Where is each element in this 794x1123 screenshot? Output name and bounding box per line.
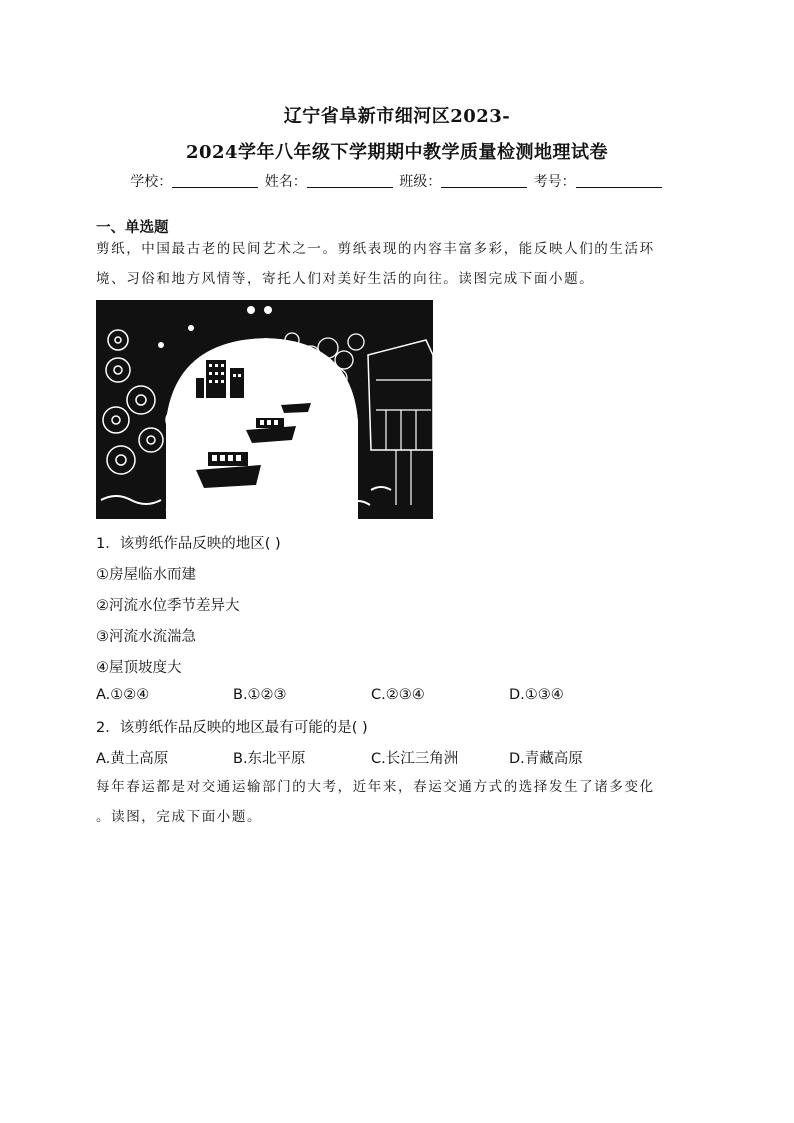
question-1-item-3: ③河流水流湍急 [96, 629, 196, 645]
school-label: 学校： [130, 174, 173, 190]
name-blank[interactable] [307, 173, 393, 188]
intro-1-line-1: 剪纸，中国最古老的民间艺术之一。剪纸表现的内容丰富多彩，能反映人们的生活环 [96, 241, 655, 257]
question-2-stem: 2．该剪纸作品反映的地区最有可能的是( ) [96, 720, 368, 736]
question-1-option-d[interactable]: D.①③④ [509, 687, 564, 703]
question-2-option-c[interactable]: C.长江三角洲 [371, 751, 459, 767]
name-label: 姓名： [264, 174, 307, 190]
exam-number-blank[interactable] [576, 173, 662, 188]
intro-paragraph-2 [96, 772, 700, 832]
intro-paragraph-1 [96, 234, 700, 294]
school-blank[interactable] [172, 173, 258, 188]
question-1-stem: 1．该剪纸作品反映的地区( ) [96, 536, 281, 552]
papercut-image [96, 300, 433, 519]
question-1-item-1: ①房屋临水而建 [96, 567, 196, 583]
question-1-item-2: ②河流水位季节差异大 [96, 598, 240, 614]
title-line-2: 2024学年八年级下学期期中教学质量检测地理试卷 [185, 142, 609, 163]
question-2-option-b[interactable]: B.东北平原 [233, 751, 306, 767]
intro-1-line-2: 境、习俗和地方风情等，寄托人们对美好生活的向往。读图完成下面小题。 [96, 271, 595, 287]
question-1-option-c[interactable]: C.②③④ [371, 687, 425, 703]
intro-2-line-1: 每年春运都是对交通运输部门的大考，近年来，春运交通方式的选择发生了诸多变化 [96, 779, 655, 795]
question-1-option-a[interactable]: A.①②④ [96, 687, 150, 703]
question-2-option-d[interactable]: D.青藏高原 [509, 751, 583, 767]
title-line-1: 辽宁省阜新市细河区2023- [283, 106, 511, 127]
section-title: 一、单选题 [96, 220, 169, 236]
class-label: 班级： [399, 174, 442, 190]
question-1-item-4: ④屋顶坡度大 [96, 660, 182, 676]
student-info-fields [0, 171, 794, 191]
question-1-option-b[interactable]: B.①②③ [233, 687, 287, 703]
question-2-option-a[interactable]: A.黄土高原 [96, 751, 169, 767]
class-blank[interactable] [441, 173, 527, 188]
intro-2-line-2: 。读图，完成下面小题。 [96, 809, 263, 825]
exam-number-label: 考号： [533, 174, 576, 190]
